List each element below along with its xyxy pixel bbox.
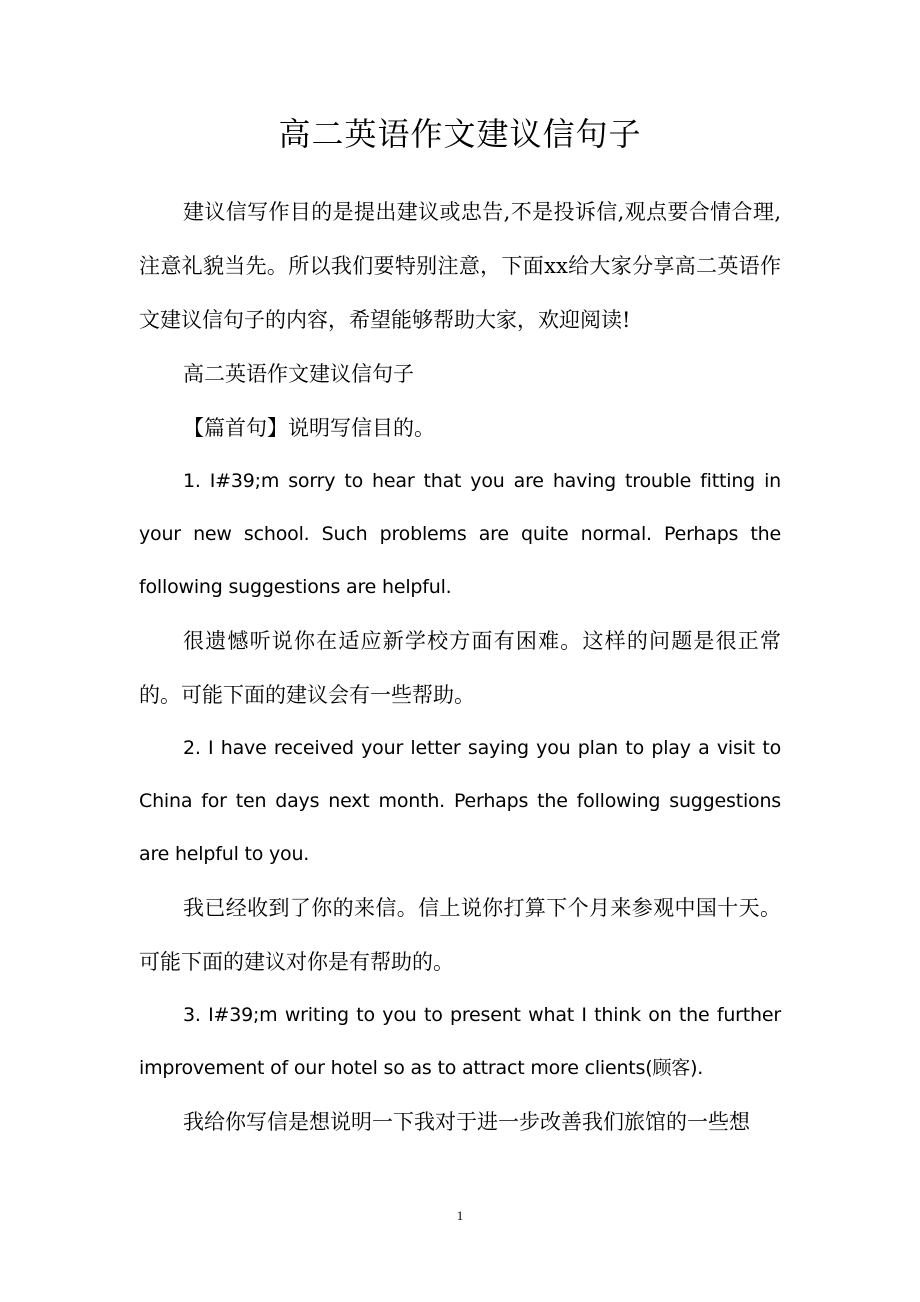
subsection-heading: 【篇首句】说明写信目的。	[183, 416, 435, 440]
translation-2: 我已经收到了你的来信。信上说你打算下个月来参观中国十天。可能下面的建议对你是有帮助的。	[139, 896, 781, 974]
document-body	[139, 185, 781, 1149]
document-title: 高二英语作文建议信句子	[278, 115, 642, 153]
intro-paragraph: 建议信写作目的是提出建议或忠告,不是投诉信,观点要合情合理,注意礼貌当先。所以我们要特别注意，下面xx给大家分享高二英语作文建议信句子的内容，希望能够帮助大家，欢迎阅读!	[139, 200, 781, 332]
example-sentence-2: 2. I have received your letter saying you plan to play a visit to China for ten days next month. Perhaps the following suggestions are helpful to you.	[139, 737, 781, 865]
section-heading: 高二英语作文建议信句子	[183, 362, 414, 386]
translation-3: 我给你写信是想说明一下我对于进一步改善我们旅馆的一些想	[183, 1110, 750, 1134]
example-sentence-1: 1. I#39;m sorry to hear that you are having trouble fitting in your new school. Such problems are quite normal. Perhaps the following suggestions are helpful.	[139, 470, 781, 598]
translation-1: 很遗憾听说你在适应新学校方面有困难。这样的问题是很正常的。可能下面的建议会有一些帮助。	[139, 629, 781, 707]
page-number: 1	[456, 1208, 464, 1223]
example-sentence-3: 3. I#39;m writing to you to present what I think on the further improvement of our hotel so as to attract more clients(顾客).	[139, 1004, 781, 1079]
